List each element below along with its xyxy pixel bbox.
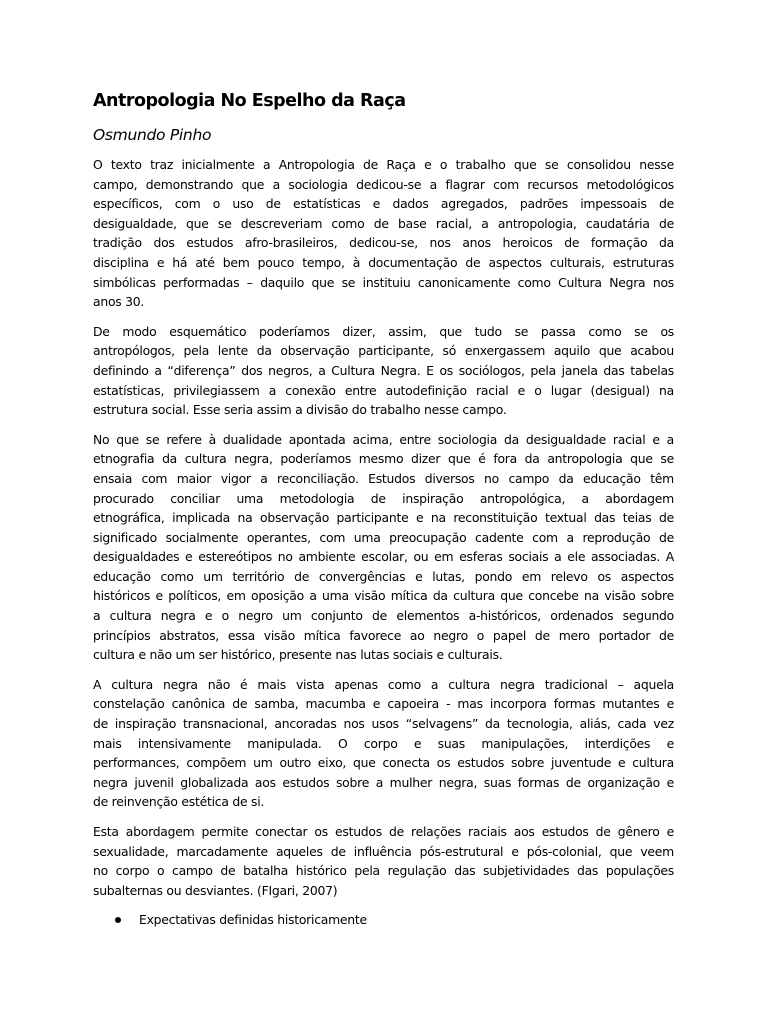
paragraph-line: disciplina e há até bem pouco tempo, à documentação de aspectos culturais, estruturas: [93, 254, 674, 270]
paragraph-line: No que se refere à dualidade apontada acima, entre sociologia da desigualdade racial e a: [93, 431, 674, 447]
paragraph-line: etnográfica, implicada na observação participante e na reconstituição textual das teias de: [93, 510, 674, 526]
paragraph-line: educação como um território de convergências e lutas, pondo em relevo os aspectos: [93, 568, 674, 584]
paragraph-line: no corpo o campo de batalha histórico pela regulação das subjetividades das populações: [93, 863, 674, 879]
paragraph-line: anos 30.: [93, 294, 145, 310]
paragraph-line: históricos e políticos, em oposição a uma visão mítica da cultura que concebe na visão sobre: [93, 588, 674, 604]
paragraph-line: tradição dos estudos afro-brasileiros, dedicou-se, nos anos heroicos de formação da: [93, 235, 674, 251]
paragraph-line: desigualdades e estereótipos no ambiente escolar, ou em esferas sociais a ele associadas. A: [93, 549, 674, 565]
bullet-text: Expectativas definidas historicamente: [139, 912, 367, 928]
paragraph-line: etnografia da cultura negra, poderíamos mesmo dizer que é fora da antropologia que se: [93, 451, 674, 467]
bullet-item: [93, 910, 674, 930]
bullet-list: [93, 910, 674, 930]
paragraph: [93, 822, 674, 900]
paragraph: [93, 155, 674, 312]
paragraph-line: performances, compõem um outro eixo, que conecta os estudos sobre juventude e cultura: [93, 755, 674, 771]
paragraph-line: antropólogos, pela lente da observação participante, só enxergassem aquilo que acabou: [93, 343, 674, 359]
paragraph-line: específicos, com o uso de estatísticas e dados agregados, padrões impessoais de: [93, 196, 674, 212]
paragraph-line: mais intensivamente manipulada. O corpo e suas manipulações, interdições e: [93, 735, 674, 751]
paragraph-line: significado socialmente operantes, com uma preocupação cadente com a reprodução de: [93, 529, 674, 545]
paragraph-line: definindo a “diferença” dos negros, a Cultura Negra. E os sociólogos, pela janela das tabelas: [93, 362, 674, 378]
document-title: Antropologia No Espelho da Raça: [93, 91, 406, 111]
paragraph-line: princípios abstratos, essa visão mítica favorece ao negro o papel de mero portador de: [93, 627, 674, 643]
paragraph-line: estrutura social. Esse seria assim a divisão do trabalho nesse campo.: [93, 402, 507, 418]
paragraph: [93, 430, 674, 665]
paragraph-line: subalternas ou desviantes. (FIgari, 2007): [93, 882, 338, 898]
paragraph-line: O texto traz inicialmente a Antropologia de Raça e o trabalho que se consolidou nesse: [93, 157, 674, 172]
paragraph-line: procurado conciliar uma metodologia de inspiração antropológica, a abordagem: [93, 490, 674, 506]
document-author: Osmundo Pinho: [93, 126, 212, 144]
paragraph-line: sexualidade, marcadamente aqueles de influência pós-estrutural e pós-colonial, que veem: [93, 843, 674, 859]
paragraph-line: A cultura negra não é mais vista apenas como a cultura negra tradicional – aquela: [93, 676, 674, 692]
paragraph-line: campo, demonstrando que a sociologia dedicou-se a flagrar com recursos metodológicos: [93, 176, 674, 192]
paragraph: [93, 322, 674, 420]
paragraph-line: de reinvenção estética de si.: [93, 794, 265, 810]
paragraph-line: desigualdade, que se descreveriam como de base racial, a antropologia, caudatária de: [93, 215, 674, 231]
paragraph-line: ensaia com maior vigor a reconciliação. Estudos diversos no campo da educação têm: [93, 470, 674, 486]
paragraph-line: De modo esquemático poderíamos dizer, assim, que tudo se passa como se os: [93, 323, 674, 339]
paragraph-line: a cultura negra e o negro um conjunto de elementos a-históricos, ordenados segundo: [93, 608, 674, 624]
paragraph-line: estatísticas, privilegiassem a conexão entre autodefinição racial e o lugar (desigual) na: [93, 382, 674, 398]
paragraph-line: simbólicas performadas – daquilo que se instituiu canonicamente como Cultura Negra nos: [93, 274, 674, 290]
bullet-dot-icon: [115, 917, 121, 923]
paragraph-line: cultura e não um ser histórico, presente nas lutas sociais e culturais.: [93, 647, 503, 663]
paragraph-line: de inspiração transnacional, ancoradas nos usos “selvagens” da tecnologia, aliás, cada vez: [93, 716, 674, 732]
document-body: [93, 155, 674, 900]
paragraph-line: negra juvenil globalizada aos estudos sobre a mulher negra, suas formas de organização e: [93, 774, 674, 790]
paragraph-line: Esta abordagem permite conectar os estudos de relações raciais aos estudos de gênero e: [93, 824, 674, 839]
paragraph-line: constelação canônica de samba, macumba e capoeira - mas incorpora formas mutantes e: [93, 696, 674, 712]
paragraph: [93, 675, 674, 812]
